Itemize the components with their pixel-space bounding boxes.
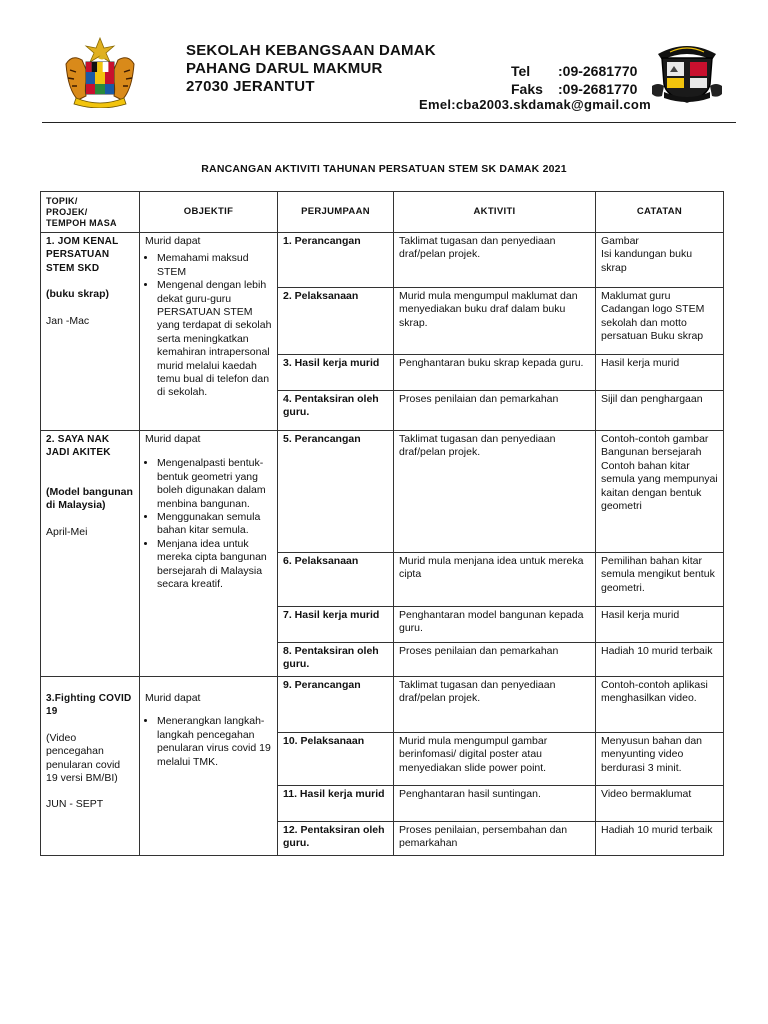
activity-plan-table — [40, 191, 724, 856]
topic-cell: 1. JOM KENAL PERSATUAN STEM SKD (buku skrap) Jan -Mac — [41, 233, 140, 431]
activity-cell: Murid mula mengumpul gambar berinfomasi/ digital poster atau menyediakan slide power point. — [394, 733, 596, 786]
table-row — [41, 677, 724, 733]
meeting-cell: 11. Hasil kerja murid — [278, 786, 394, 822]
header-catatan: CATATAN — [596, 192, 724, 233]
meeting-cell: 7. Hasil kerja murid — [278, 607, 394, 643]
email-address: Emel:cba2003.skdamak@gmail.com — [419, 97, 651, 112]
table-row — [41, 233, 724, 288]
topic-cell: 2. SAYA NAK JADI AKITEK (Model bangunan di Malaysia) April-Mei — [41, 431, 140, 677]
notes-cell: Hasil kerja murid — [596, 607, 724, 643]
meeting-cell: 12. Pentaksiran oleh guru. — [278, 822, 394, 856]
activity-cell: Taklimat tugasan dan penyediaan draf/pelan projek. — [394, 431, 596, 553]
activity-cell: Proses penilaian dan pemarkahan — [394, 643, 596, 677]
objective-cell: Murid dapat • Menerangkan langkah-langkah pencegahan penularan virus covid 19 melalui TMK. — [140, 677, 278, 856]
notes-cell: Hasil kerja murid — [596, 355, 724, 391]
meeting-cell: 6. Pelaksanaan — [278, 553, 394, 607]
objective-item: • Menggunakan semula bahan kitar semula. — [157, 511, 272, 538]
activity-cell: Taklimat tugasan dan penyediaan draf/pelan projek. — [394, 677, 596, 733]
school-postcode-town: 27030 JERANTUT — [186, 78, 315, 95]
notes-cell: Contoh-contoh gambar Bangunan bersejarah Contoh bahan kitar semula yang mempunyai kaitan dengan bentuk geometri — [596, 431, 724, 553]
activity-cell: Murid mula menjana idea untuk mereka cipta — [394, 553, 596, 607]
school-name: SEKOLAH KEBANGSAAN DAMAK — [186, 42, 436, 59]
objective-item: • Mengenalpasti bentuk-bentuk geometri yang boleh digunakan dalam menbina bangunan. — [157, 457, 272, 511]
objective-item: • Mengenal dengan lebih dekat guru-guru PERSATUAN STEM yang terdapat di sekolah serta meningkatkan kemahiran intrapersonal murid melalui kaedah temu bual di telefon dan di sekolah. — [157, 279, 272, 400]
activity-cell: Taklimat tugasan dan penyediaan draf/pelan projek. — [394, 233, 596, 288]
school-badge-logo — [652, 40, 722, 104]
notes-cell: Sijil dan penghargaan — [596, 391, 724, 431]
meeting-cell: 10. Pelaksanaan — [278, 733, 394, 786]
contact-block — [511, 62, 637, 98]
coat-of-arms-logo — [58, 36, 142, 108]
notes-cell: Pemilihan bahan kitar semula mengikut bentuk geometri. — [596, 553, 724, 607]
meeting-cell: 2. Pelaksanaan — [278, 288, 394, 355]
meeting-cell: 8. Pentaksiran oleh guru. — [278, 643, 394, 677]
table-header-row — [41, 192, 724, 233]
header-aktiviti: AKTIVITI — [394, 192, 596, 233]
meeting-cell: 4. Pentaksiran oleh guru. — [278, 391, 394, 431]
objective-cell: Murid dapat • Mengenalpasti bentuk-bentuk geometri yang boleh digunakan dalam menbina bangunan. • Menggunakan semula bahan kitar semula. • Menjana idea untuk mereka cipta bangunan bersejarah di Malaysia secara kreatif. — [140, 431, 278, 677]
objective-cell: Murid dapat • Memahami maksud STEM • Mengenal dengan lebih dekat guru-guru PERSATUAN STEM yang terdapat di sekolah serta meningkatkan kemahiran intrapersonal murid melalui kaedah temu bual di telefon dan di sekolah. — [140, 233, 278, 431]
activity-cell: Penghantaran model bangunan kepada guru. — [394, 607, 596, 643]
activity-cell: Penghantaran hasil suntingan. — [394, 786, 596, 822]
notes-cell: Contoh-contoh aplikasi menghasilkan video. — [596, 677, 724, 733]
header-divider — [42, 122, 736, 123]
meeting-cell: 5. Perancangan — [278, 431, 394, 553]
activity-cell: Penghantaran buku skrap kepada guru. — [394, 355, 596, 391]
notes-cell: Gambar Isi kandungan buku skrap — [596, 233, 724, 288]
header-objektif: OBJEKTIF — [140, 192, 278, 233]
activity-cell: Proses penilaian, persembahan dan pemarkahan — [394, 822, 596, 856]
notes-cell: Maklumat guru Cadangan logo STEM sekolah dan motto persatuan Buku skrap — [596, 288, 724, 355]
fax-label: Faks — [511, 81, 543, 97]
activity-cell: Proses penilaian dan pemarkahan — [394, 391, 596, 431]
meeting-cell: 9. Perancangan — [278, 677, 394, 733]
header-perjumpaan: PERJUMPAAN — [278, 192, 394, 233]
school-state: PAHANG DARUL MAKMUR — [186, 60, 383, 77]
objective-item: • Memahami maksud STEM — [157, 252, 272, 279]
activity-cell: Murid mula mengumpul maklumat dan menyediakan buku draf dalam buku skrap. — [394, 288, 596, 355]
meeting-cell: 3. Hasil kerja murid — [278, 355, 394, 391]
table-row — [41, 431, 724, 553]
school-address — [186, 42, 436, 96]
objective-item: • Menerangkan langkah-langkah pencegahan penularan virus covid 19 melalui TMK. — [157, 715, 272, 769]
tel-value: :09-2681770 — [558, 63, 638, 79]
objective-item: • Menjana idea untuk mereka cipta bangunan bersejarah di Malaysia secara kreatif. — [157, 538, 272, 592]
header-topik: TOPIK/ PROJEK/ TEMPOH MASA — [41, 192, 140, 233]
topic-cell: 3.Fighting COVID 19 (Video pencegahan penularan covid 19 versi BM/BI) JUN - SEPT — [41, 677, 140, 856]
notes-cell: Hadiah 10 murid terbaik — [596, 822, 724, 856]
meeting-cell: 1. Perancangan — [278, 233, 394, 288]
notes-cell: Menyusun bahan dan menyunting video berdurasi 3 minit. — [596, 733, 724, 786]
notes-cell: Video bermaklumat — [596, 786, 724, 822]
document-title: RANCANGAN AKTIVITI TAHUNAN PERSATUAN STEM SK DAMAK 2021 — [201, 163, 567, 175]
fax-value: :09-2681770 — [558, 81, 638, 97]
tel-label: Tel — [511, 63, 531, 79]
notes-cell: Hadiah 10 murid terbaik — [596, 643, 724, 677]
